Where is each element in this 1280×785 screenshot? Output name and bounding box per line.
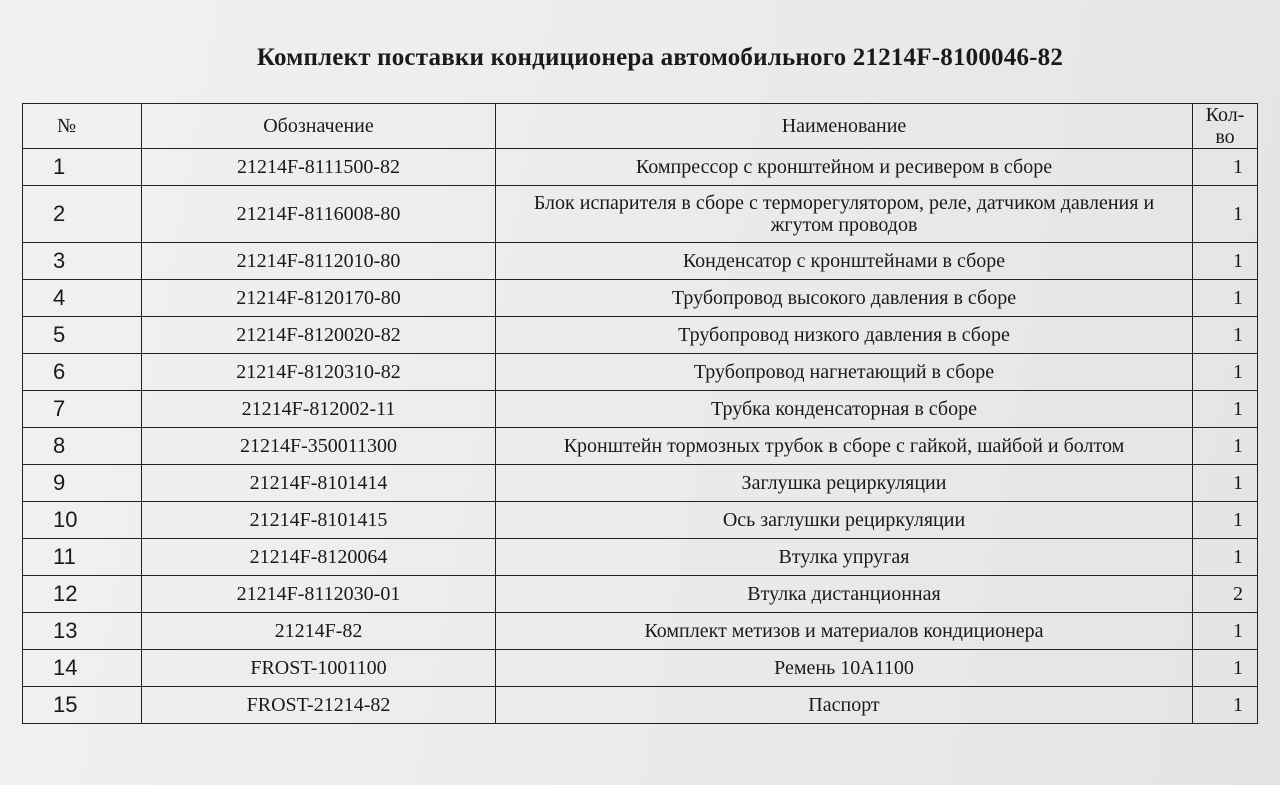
row-name: Конденсатор с кронштейнами в сборе	[496, 243, 1193, 280]
row-designation: 21214F-8120064	[142, 539, 496, 576]
row-designation: 21214F-8112010-80	[142, 243, 496, 280]
row-designation: 21214F-8101415	[142, 502, 496, 539]
row-name: Трубопровод низкого давления в сборе	[496, 317, 1193, 354]
row-number: 8	[23, 428, 142, 465]
row-number: 3	[23, 243, 142, 280]
table-row	[23, 186, 1258, 243]
row-quantity: 1	[1193, 650, 1258, 687]
row-number: 7	[23, 391, 142, 428]
row-designation: 21214F-8112030-01	[142, 576, 496, 613]
row-quantity: 2	[1193, 576, 1258, 613]
row-name: Ремень 10А1100	[496, 650, 1193, 687]
row-name: Компрессор с кронштейном и ресивером в сборе	[496, 149, 1193, 186]
row-designation: 21214F-8120170-80	[142, 280, 496, 317]
table-row	[23, 317, 1258, 354]
row-number: 12	[23, 576, 142, 613]
table-row	[23, 650, 1258, 687]
row-designation: 21214F-812002-11	[142, 391, 496, 428]
table-row	[23, 428, 1258, 465]
row-designation: FROST-1001100	[142, 650, 496, 687]
row-quantity: 1	[1193, 186, 1258, 243]
row-name: Втулка упругая	[496, 539, 1193, 576]
row-quantity: 1	[1193, 613, 1258, 650]
row-quantity: 1	[1193, 391, 1258, 428]
row-number: 13	[23, 613, 142, 650]
header-name: Наименование	[496, 104, 1193, 149]
table-row	[23, 280, 1258, 317]
table-row	[23, 687, 1258, 724]
row-number: 5	[23, 317, 142, 354]
row-number: 15	[23, 687, 142, 724]
row-name: Заглушка рециркуляции	[496, 465, 1193, 502]
row-name: Комплект метизов и материалов кондиционера	[496, 613, 1193, 650]
row-designation: 21214F-8101414	[142, 465, 496, 502]
row-quantity: 1	[1193, 317, 1258, 354]
row-number: 1	[23, 149, 142, 186]
row-number: 11	[23, 539, 142, 576]
table-row	[23, 391, 1258, 428]
header-quantity: Кол-во	[1193, 104, 1258, 149]
table-row	[23, 576, 1258, 613]
delivery-set-table	[22, 103, 1258, 724]
table-row	[23, 465, 1258, 502]
row-number: 9	[23, 465, 142, 502]
row-quantity: 1	[1193, 149, 1258, 186]
table-header-row	[23, 104, 1258, 149]
row-quantity: 1	[1193, 502, 1258, 539]
row-name: Ось заглушки рециркуляции	[496, 502, 1193, 539]
row-designation: 21214F-8120020-82	[142, 317, 496, 354]
row-quantity: 1	[1193, 428, 1258, 465]
row-designation: 21214F-350011300	[142, 428, 496, 465]
header-number: №	[23, 104, 142, 149]
row-name: Трубка конденсаторная в сборе	[496, 391, 1193, 428]
row-name: Паспорт	[496, 687, 1193, 724]
row-designation: 21214F-8116008-80	[142, 186, 496, 243]
row-number: 10	[23, 502, 142, 539]
row-name: Блок испарителя в сборе с терморегулятором, реле, датчиком давления и жгутом проводов	[496, 186, 1193, 243]
row-quantity: 1	[1193, 687, 1258, 724]
table-row	[23, 502, 1258, 539]
row-designation: FROST-21214-82	[142, 687, 496, 724]
row-quantity: 1	[1193, 539, 1258, 576]
table-row	[23, 243, 1258, 280]
row-name: Трубопровод высокого давления в сборе	[496, 280, 1193, 317]
row-quantity: 1	[1193, 354, 1258, 391]
row-number: 4	[23, 280, 142, 317]
row-name: Трубопровод нагнетающий в сборе	[496, 354, 1193, 391]
table-row	[23, 149, 1258, 186]
row-number: 14	[23, 650, 142, 687]
row-name: Втулка дистанционная	[496, 576, 1193, 613]
row-number: 6	[23, 354, 142, 391]
table-row	[23, 354, 1258, 391]
row-designation: 21214F-8111500-82	[142, 149, 496, 186]
row-quantity: 1	[1193, 465, 1258, 502]
row-quantity: 1	[1193, 243, 1258, 280]
row-designation: 21214F-8120310-82	[142, 354, 496, 391]
row-designation: 21214F-82	[142, 613, 496, 650]
table-row	[23, 539, 1258, 576]
document-title: Комплект поставки кондиционера автомобильного 21214F-8100046-82	[256, 44, 1064, 71]
row-number: 2	[23, 186, 142, 243]
header-designation: Обозначение	[142, 104, 496, 149]
row-name: Кронштейн тормозных трубок в сборе с гайкой, шайбой и болтом	[496, 428, 1193, 465]
row-quantity: 1	[1193, 280, 1258, 317]
table-row	[23, 613, 1258, 650]
